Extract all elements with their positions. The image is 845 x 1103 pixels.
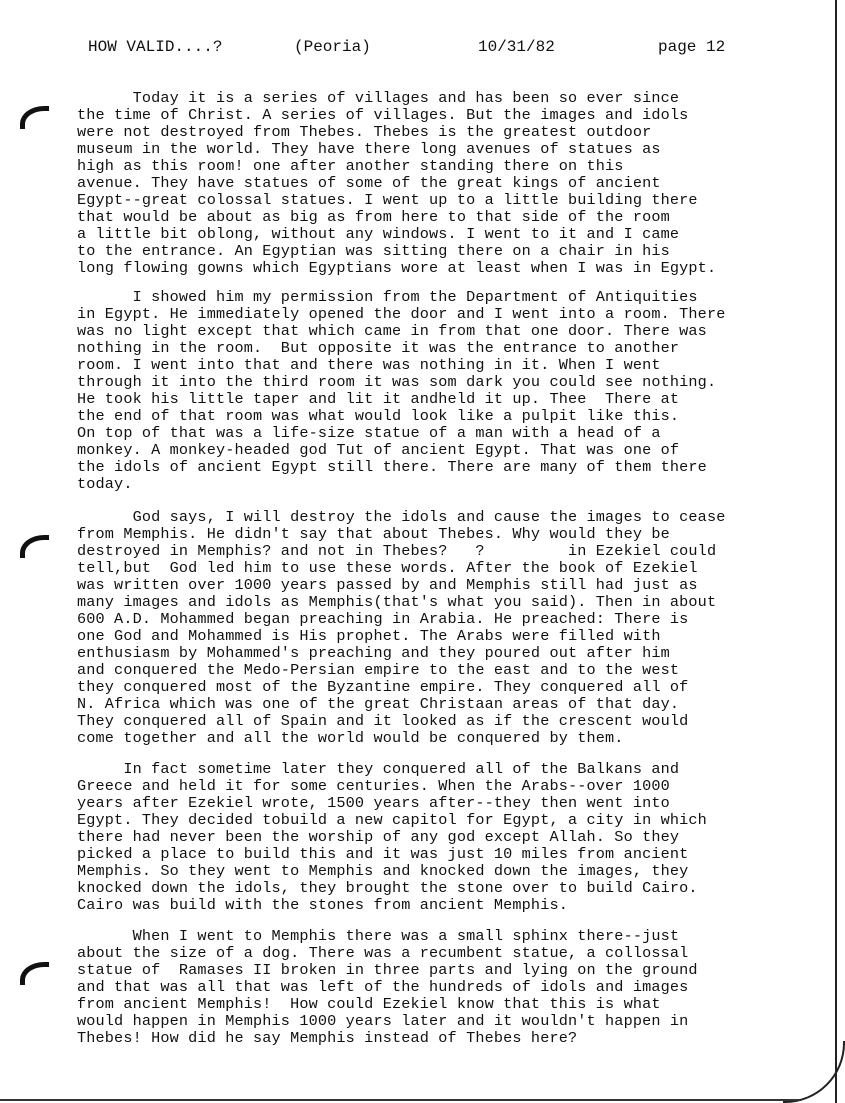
text-line: one God and Mohammed is His prophet. The Arabs were filled with	[77, 627, 661, 645]
text-line: I showed him my permission from the Department of Antiquities	[77, 288, 698, 306]
text-line: that would be about as big as from here to that side of the room	[77, 208, 670, 226]
text-line: God says, I will destroy the idols and cause the images to cease	[77, 508, 726, 526]
text-line: Memphis. So they went to Memphis and knocked down the images, they	[77, 862, 689, 880]
text-line: nothing in the room. But opposite it was the entrance to another	[77, 339, 680, 357]
text-line: Egypt. They decided tobuild a new capitol for Egypt, a city in which	[77, 811, 707, 829]
header-location: (Peoria)	[294, 38, 371, 56]
header-date: 10/31/82	[478, 38, 555, 56]
binder-hole-mark-2	[20, 535, 49, 558]
text-line: in Egypt. He immediately opened the door and I went into a room. There	[77, 305, 726, 323]
text-line: was written over 1000 years passed by and Memphis still had just as	[77, 576, 698, 594]
header-page-number: page 12	[658, 38, 726, 56]
text-line: come together and all the world would be conquered by them.	[77, 729, 624, 747]
text-line: high as this room! one after another standing there on this	[77, 157, 624, 175]
page-bottom-edge	[0, 1099, 800, 1101]
text-line: N. Africa which was one of the great Christaan areas of that day.	[77, 695, 680, 713]
text-line: there had never been the worship of any god except Allah. So they	[77, 828, 680, 846]
text-line: avenue. They have statues of some of the great kings of ancient	[77, 174, 661, 192]
binder-hole-mark-3	[20, 962, 49, 985]
text-line: Thebes! How did he say Memphis instead of Thebes here?	[77, 1029, 578, 1047]
text-line: 600 A.D. Mohammed began preaching in Arabia. He preached: There is	[77, 610, 689, 628]
page-right-edge	[815, 0, 837, 1103]
text-line: to the entrance. An Egyptian was sitting there on a chair in his	[77, 242, 670, 260]
text-line: Today it is a series of villages and has been so ever since	[77, 89, 680, 107]
text-line: destroyed in Memphis? and not in Thebes? ? in Ezekiel could	[77, 542, 717, 560]
text-line: through it into the third room it was som dark you could see nothing.	[77, 373, 717, 391]
text-line: monkey. A monkey-headed god Tut of ancient Egypt. That was one of	[77, 441, 680, 459]
text-line: from ancient Memphis! How could Ezekiel know that this is what	[77, 995, 661, 1013]
paragraph-4	[77, 761, 817, 914]
text-line: and conquered the Medo-Persian empire to the east and to the west	[77, 661, 680, 679]
paragraph-1	[77, 90, 817, 277]
text-line: and that was all that was left of the hundreds of idols and images	[77, 978, 689, 996]
binder-hole-mark-1	[20, 106, 49, 129]
text-line: years after Ezekiel wrote, 1500 years after--they then went into	[77, 794, 670, 812]
text-line: they conquered most of the Byzantine empire. They conquered all of	[77, 678, 689, 696]
text-line: When I went to Memphis there was a small sphinx there--just	[77, 927, 680, 945]
text-line: about the size of a dog. There was a recumbent statue, a collossal	[77, 944, 689, 962]
text-line: the time of Christ. A series of villages. But the images and idols	[77, 106, 689, 124]
text-line: On top of that was a life-size statue of a man with a head of a	[77, 424, 661, 442]
paragraph-5	[77, 928, 817, 1047]
text-line: knocked down the idols, they brought the stone over to build Cairo.	[77, 879, 698, 897]
text-line: In fact sometime later they conquered all of the Balkans and	[77, 760, 680, 778]
header-title: HOW VALID....?	[88, 38, 223, 56]
text-line: were not destroyed from Thebes. Thebes is the greatest outdoor	[77, 123, 652, 141]
text-line: tell,but God led him to use these words. After the book of Ezekiel	[77, 559, 698, 577]
text-line: would happen in Memphis 1000 years later and it wouldn't happen in	[77, 1012, 689, 1030]
text-line: He took his little taper and lit it andheld it up. Thee There at	[77, 390, 680, 408]
text-line: today.	[77, 475, 133, 493]
text-line: from Memphis. He didn't say that about Thebes. Why would they be	[77, 525, 670, 543]
text-line: the end of that room was what would look like a pulpit like this.	[77, 407, 680, 425]
text-line: Egypt--great colossal statues. I went up to a little building there	[77, 191, 698, 209]
text-line: Cairo was build with the stones from ancient Memphis.	[77, 896, 568, 914]
text-line: room. I went into that and there was nothing in it. When I went	[77, 356, 661, 374]
text-line: the idols of ancient Egypt still there. There are many of them there	[77, 458, 707, 476]
text-line: many images and idols as Memphis(that's what you said). Then in about	[77, 593, 717, 611]
text-line: statue of Ramases II broken in three parts and lying on the ground	[77, 961, 698, 979]
paragraph-3	[77, 509, 817, 747]
text-line: picked a place to build this and it was just 10 miles from ancient	[77, 845, 689, 863]
text-line: enthusiasm by Mohammed's preaching and they poured out after him	[77, 644, 670, 662]
text-line: They conquered all of Spain and it looked as if the crescent would	[77, 712, 689, 730]
text-line: a little bit oblong, without any windows. I went to it and I came	[77, 225, 680, 243]
text-line: was no light except that which came in from that one door. There was	[77, 322, 707, 340]
text-line: Greece and held it for some centuries. When the Arabs--over 1000	[77, 777, 670, 795]
text-line: long flowing gowns which Egyptians wore at least when I was in Egypt.	[77, 259, 717, 277]
text-line: museum in the world. They have there long avenues of statues as	[77, 140, 661, 158]
paragraph-2	[77, 289, 817, 493]
